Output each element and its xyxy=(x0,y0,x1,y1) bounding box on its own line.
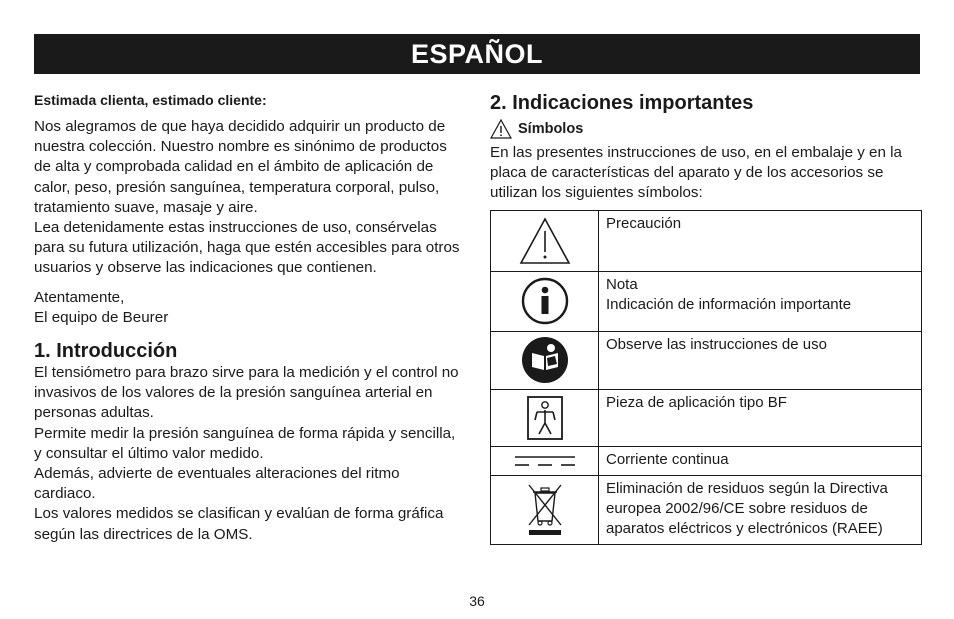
page-number: 36 xyxy=(469,593,485,609)
symbols-label: Símbolos xyxy=(518,121,584,137)
symbol-label: Precaución xyxy=(606,214,682,232)
warning-triangle-icon xyxy=(491,210,599,271)
weee-bin-icon xyxy=(491,475,599,544)
direct-current-icon xyxy=(491,446,599,475)
table-row xyxy=(491,271,922,331)
table-row xyxy=(491,446,922,475)
table-row xyxy=(491,389,922,446)
closing-signature: El equipo de Beurer xyxy=(34,308,169,326)
symbol-description xyxy=(599,210,922,271)
section-1-paragraph: Los valores medidos se clasifican y evalúan de forma gráfica según las directrices de la OMS. xyxy=(34,505,444,543)
symbols-heading xyxy=(490,119,922,139)
symbol-label: Corriente continua xyxy=(606,450,729,468)
symbol-label: Pieza de aplicación tipo BF xyxy=(606,393,787,411)
symbol-label: Observe las instrucciones de uso xyxy=(606,335,827,353)
table-row xyxy=(491,475,922,544)
read-instructions-paragraph: Lea detenidamente estas instrucciones de uso, consérvelas para su futura utilización, haga que estén accesibles para otros usuarios y observe las indicaciones que contienen. xyxy=(34,219,460,277)
symbol-label: Eliminación de residuos según la Directiva europea 2002/96/CE sobre residuos de aparatos eléctricos y electrónicos (RAEE) xyxy=(606,479,888,537)
symbol-description xyxy=(599,389,922,446)
symbols-table xyxy=(490,210,922,545)
section-1-paragraph: El tensiómetro para brazo sirve para la medición y el control no invasivos de los valores de la presión sanguínea arterial en personas adultas. xyxy=(34,364,459,422)
section-2-title: 2. Indicaciones importantes xyxy=(490,92,754,114)
language-banner: ESPAÑOL xyxy=(34,34,920,74)
section-1-paragraph: Además, advierte de eventuales alteraciones del ritmo cardiaco. xyxy=(34,465,400,503)
table-row xyxy=(491,210,922,271)
symbols-intro: En las presentes instrucciones de uso, en el embalaje y en la placa de características del aparato y de los accesorios se utilizan los siguientes símbolos: xyxy=(490,144,902,202)
symbol-label: Nota xyxy=(606,275,638,293)
symbol-description xyxy=(599,475,922,544)
left-column xyxy=(34,90,464,545)
intro-paragraph: Nos alegramos de que haya decidido adquirir un producto de nuestra colección. Nuestro nombre es sinónimo de productos de alta y comprobada calidad en el ámbito de aplicación de calor, peso, presión sanguínea, temperatura corporal, pulso, tratamiento suave, masaje y aire. xyxy=(34,118,447,216)
warning-triangle-icon xyxy=(490,119,512,139)
section-1-title: 1. Introducción xyxy=(34,340,178,363)
right-column xyxy=(490,90,922,545)
section-1-paragraph: Permite medir la presión sanguínea de forma rápida y sencilla, y consultar el último valor medido. xyxy=(34,424,456,462)
info-icon xyxy=(491,271,599,331)
table-row xyxy=(491,331,922,389)
salutation: Estimada clienta, estimado cliente: xyxy=(34,92,267,108)
read-manual-icon xyxy=(491,331,599,389)
symbol-description xyxy=(599,446,922,475)
closing-line: Atentamente, xyxy=(34,288,125,306)
symbol-description xyxy=(599,271,922,331)
symbol-detail: Indicación de información importante xyxy=(606,295,852,313)
type-bf-icon xyxy=(491,389,599,446)
symbol-description xyxy=(599,331,922,389)
